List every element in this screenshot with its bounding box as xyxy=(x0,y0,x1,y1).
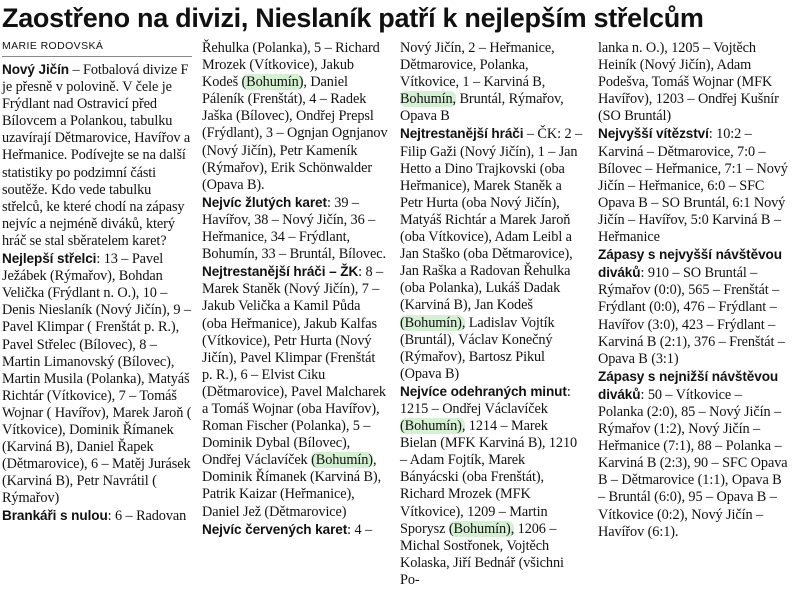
red-cards-label: Nejvíc červených karet xyxy=(202,521,348,537)
text-run: : 1215 – Ondřej Václavíček xyxy=(400,383,571,417)
penalized-players-text: : 8 – Marek Staněk (Nový Jičín), 7 – Jakub Velička a Kamil Půda (oba Heřmanice), Jakub Kalfas (Vítkovice), Petr Hurta (Nový Jičín), Pavel Klimpar (Frenštát p. R.), 6 – Elvist Ciku (Dětmarovice), Pavel Malcharek a Tomáš Wojnar (oba Havířov), Roman Fischer (Polanka), 5 – Dominik Dybal (Bílovec), Ondřej Václavíček xyxy=(202,264,386,469)
highlight-bohumin: (Bohumín), xyxy=(400,314,466,331)
text-run: , Dominik Římanek (Karviná B), Patrik Kaizar (Heřmanice), Daniel Jež (Dětmarovice) xyxy=(202,452,382,520)
text-run: 1206 – Michal Sostřonek, Vojtěch Kolaska, Jiří Bednář (všichni Po- xyxy=(400,520,564,588)
column-2 xyxy=(202,40,388,539)
red-card-players-paragraph xyxy=(400,125,586,382)
minutes-label: Nejvíce odehraných minut xyxy=(400,383,567,399)
scorers-paragraph xyxy=(2,250,192,507)
clean-sheets-paragraph xyxy=(2,507,192,525)
red-cards-text: : 4 – xyxy=(347,521,373,538)
highlight-bohumin: (Bohumín), xyxy=(400,418,466,435)
biggest-wins-label: Nejvyšší vítězství xyxy=(598,126,709,142)
text-run: Bruntál, Rýmařov, Opava B xyxy=(400,91,564,125)
red-card-players-label: Nejtrestanější hráči xyxy=(400,126,524,142)
highest-attendance-label: Zápasy s nejvyšší návštěvou diváků xyxy=(598,247,782,281)
lowest-attendance-label: Zápasy s nejnižší návštěvou diváků xyxy=(598,368,779,402)
highlight-bohumin: (Bohumín) xyxy=(311,452,373,469)
column-3 xyxy=(400,40,586,589)
highlight-bohumin: Bohumín, xyxy=(400,91,456,108)
headline: Zaostřeno na divizi, Nieslaník patří k nejlepším střelcům xyxy=(2,3,704,33)
highlight-bohumin: (Bohumín) xyxy=(241,74,304,91)
yellow-cards-text: : 39 – Havířov, 38 – Nový Jičín, 36 – Heřmanice, 34 – Frýdlant, Bohumín, 33 – Bruntál, Bílovec. xyxy=(202,194,386,263)
minutes-paragraph xyxy=(400,383,586,589)
text-run: Nový Jičín, 2 – Heřmanice, Dětmarovice, Polanka, Vítkovice, 1 – Karviná B, xyxy=(400,40,555,91)
text-run: Řehulka (Polanka), 5 – Richard Mrozek (Vítkovice), Jakub Kodeš xyxy=(202,40,380,91)
column-1 xyxy=(2,40,192,526)
highest-attendance-paragraph xyxy=(598,246,790,368)
author-byline: MARIE RODOVSKÁ xyxy=(2,40,192,57)
penalized-players-paragraph xyxy=(202,263,388,520)
highest-attendance-text: : 910 – SO Bruntál – Rýmařov (0:0), 565 – Frenštát – Frýdlant (0:0), 476 – Frýdlant – Havířov (3:0), 423 – Frýdlant – Karviná B (2:1), 376 – Frenštát – Opava B (3:1) xyxy=(598,265,785,367)
red-cards-paragraph xyxy=(202,521,388,539)
minutes-continued: lanka n. O.), 1205 – Vojtěch Heiník (Nový Jičín), Adam Podešva, Tomáš Wojnar (MFK Havířov), 1203 – Ondřej Kušnír (SO Bruntál) xyxy=(598,40,779,125)
yellow-cards-label: Nejvíc žlutých karet xyxy=(202,194,327,210)
scorers-text: : 13 – Pavel Ježábek (Rýmařov), Bohdan Velička (Frýdlant n. O.), 10 – Denis Nieslaník (Nový Jičín), 9 – Pavel Klimpar ( Frenštát p. R.), Pavel Střelec (Bílovec), 8 – Martin Limanovský (Bílovec), Martin Musila (Polanka), Matyáš Richtár (Vítkovice), 7 – Tomáš Wojnar ( Havířov), Marek Jaroň ( Vítkovice), Dominik Římanek (Karviná B), Daniel Řapek (Dětmarovice), 6 – Matěj Jurásek (Karviná B), Petr Navrátil ( Rýmařov) xyxy=(2,251,192,507)
text-run: Ladislav Vojtík (Bruntál), Václav Konečný (Rýmařov), Bartosz Pikul (Opava B) xyxy=(400,314,555,382)
penalized-players-label: Nejtrestanější hráči – ŽK xyxy=(202,264,359,280)
scorers-label: Nejlepší střelci xyxy=(2,251,97,267)
biggest-wins-text: : 10:2 – Karviná – Dětmarovice, 7:0 – Bílovec – Heřmanice, 7:1 – Nový Jičín – Heřmanice, 6:0 – SFC Opava B – SO Bruntál, 6:1 Nový Jičín – Havířov, 5:0 Karviná B – Heřmanice xyxy=(598,126,788,246)
red-cards-continued xyxy=(400,40,586,125)
intro-text: – Fotbalová divize F je přesně v polovině. V čele je Frýdlant nad Ostravicí před Bílovcem a Polankou, tabulku uzavírají Dětmarovice, Havířov a Heřmanice. Podívejte se na další statistiky po podzimní části soutěže. Kdo vede tabulku střelců, ke které chodí na zápasy nejvíc a nejméně diváků, který hráč se stal sběratelem karet? xyxy=(2,62,191,249)
text-run: , Daniel Páleník (Frenštát), 4 – Radek Jaška (Bílovec), Ondřej Prepsl (Frýdlant), 3 – Ognjan Ognjanov (Nový Jičín), Petr Kameník (Rýmařov), Erik Schönwalder (Opava B). xyxy=(202,74,388,193)
clean-sheets-label: Brankáři s nulou xyxy=(2,508,108,524)
highlight-bohumin: (Bohumín), xyxy=(448,520,515,537)
yellow-cards-paragraph xyxy=(202,194,388,263)
clean-sheets-text: : 6 – Radovan xyxy=(107,508,187,525)
column-4 xyxy=(598,40,790,541)
text-run: – ČK: 2 – Filip Gaži (Nový Jičín), 1 – Jan Hetto a Dino Trajkovski (oba Heřmanice), Marek Staněk a Petr Hurta (oba Nový Jičín), Matyáš Richtár a Marek Jaroň (oba Vítkovice), Adam Leibl a Jan Staško (oba Dětmarovice), Jan Raška a Radovan Řehulka (oba Polanka), Lukáš Dadak (Karviná B), Jan Kodeš xyxy=(400,126,583,314)
clean-sheets-continued xyxy=(202,40,388,194)
intro-paragraph xyxy=(2,61,192,250)
biggest-wins-paragraph xyxy=(598,125,790,246)
lowest-attendance-text: : 50 – Vítkovice – Polanka (2:0), 85 – Nový Jičín – Rýmařov (1:2), Nový Jičín – Heřmanice (7:1), 88 – Polanka – Karviná B (2:3), 90 – SFC Opava B – Dětmarovice (1:1), Opava B – Bruntál (6:0), 95 – Opava B – Vítkovice (0:2), Nový Jičín – Havířov (6:1). xyxy=(598,386,788,540)
intro-dateline: Nový Jičín xyxy=(2,62,69,77)
lowest-attendance-paragraph xyxy=(598,368,790,541)
text-run: 1214 – Marek Bielan (MFK Karviná B), 1210 – Adam Fojtík, Marek Bányácski (oba Frenštát), Richard Mrozek (MFK Vítkovice), 1209 – Martin Sporysz xyxy=(400,418,578,537)
